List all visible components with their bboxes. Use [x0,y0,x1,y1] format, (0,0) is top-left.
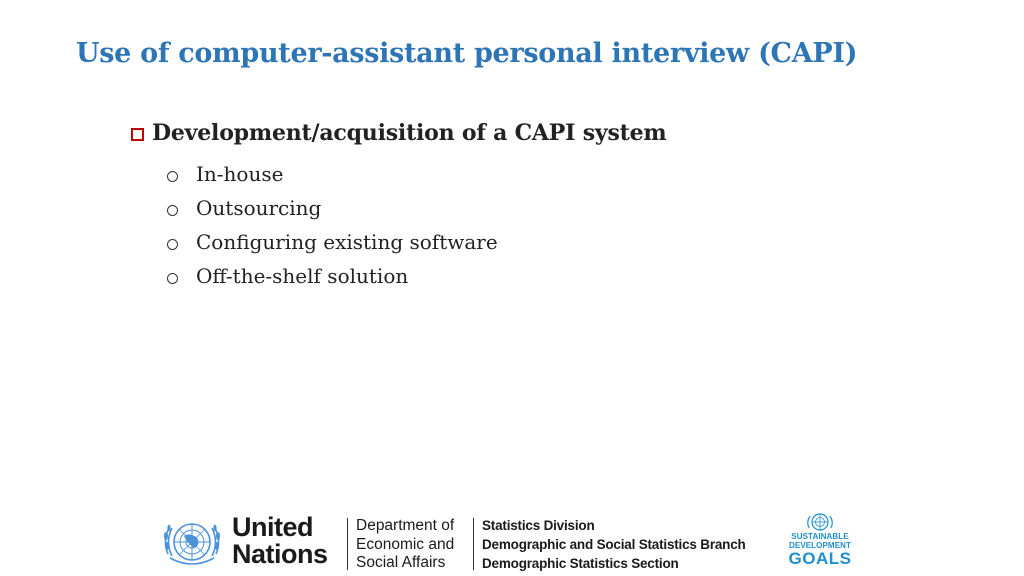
footer-logos [160,512,860,572]
un-name [232,514,328,568]
sdg-goals-text: GOALS [788,549,852,568]
sub-bullet-text: Outsourcing [196,196,322,220]
sub-bullet-list [167,157,498,293]
circle-bullet-icon [167,239,178,250]
desa-line: Economic and [356,535,455,553]
un-name-line: United [232,512,313,542]
checkbox-icon [131,128,144,141]
main-bullet-text: Development/acquisition of a CAPI system [152,120,667,146]
main-bullet [131,120,667,146]
sdg-line: SUSTAINABLE [791,532,849,541]
sub-bullet-text: Configuring existing software [196,230,498,254]
desa-label [356,517,454,573]
sdg-logo [783,512,857,572]
circle-bullet-icon [167,205,178,216]
sdg-emblem [798,512,842,532]
un-name-line: Nations [232,539,328,569]
sub-bullet-item [167,157,498,191]
stats-line: Demographic and Social Statistics Branch [482,537,746,552]
circle-bullet-icon [167,273,178,284]
slide-title: Use of computer-assistant personal interview (CAPI) [76,38,858,69]
statistics-division-label [482,516,746,573]
stats-line: Statistics Division [482,518,595,533]
sdg-line: DEVELOPMENT [789,541,851,550]
divider [473,518,474,570]
sub-bullet-item [167,225,498,259]
circle-bullet-icon [167,171,178,182]
sub-bullet-text: Off-the-shelf solution [196,264,409,288]
desa-line: Social Affairs [356,554,446,571]
desa-line: Department of [356,517,455,534]
divider [347,518,348,570]
stats-line: Demographic Statistics Section [482,556,679,571]
sub-bullet-item [167,191,498,225]
un-emblem [160,514,224,570]
sub-bullet-item [167,259,498,293]
sub-bullet-text: In-house [196,162,284,186]
